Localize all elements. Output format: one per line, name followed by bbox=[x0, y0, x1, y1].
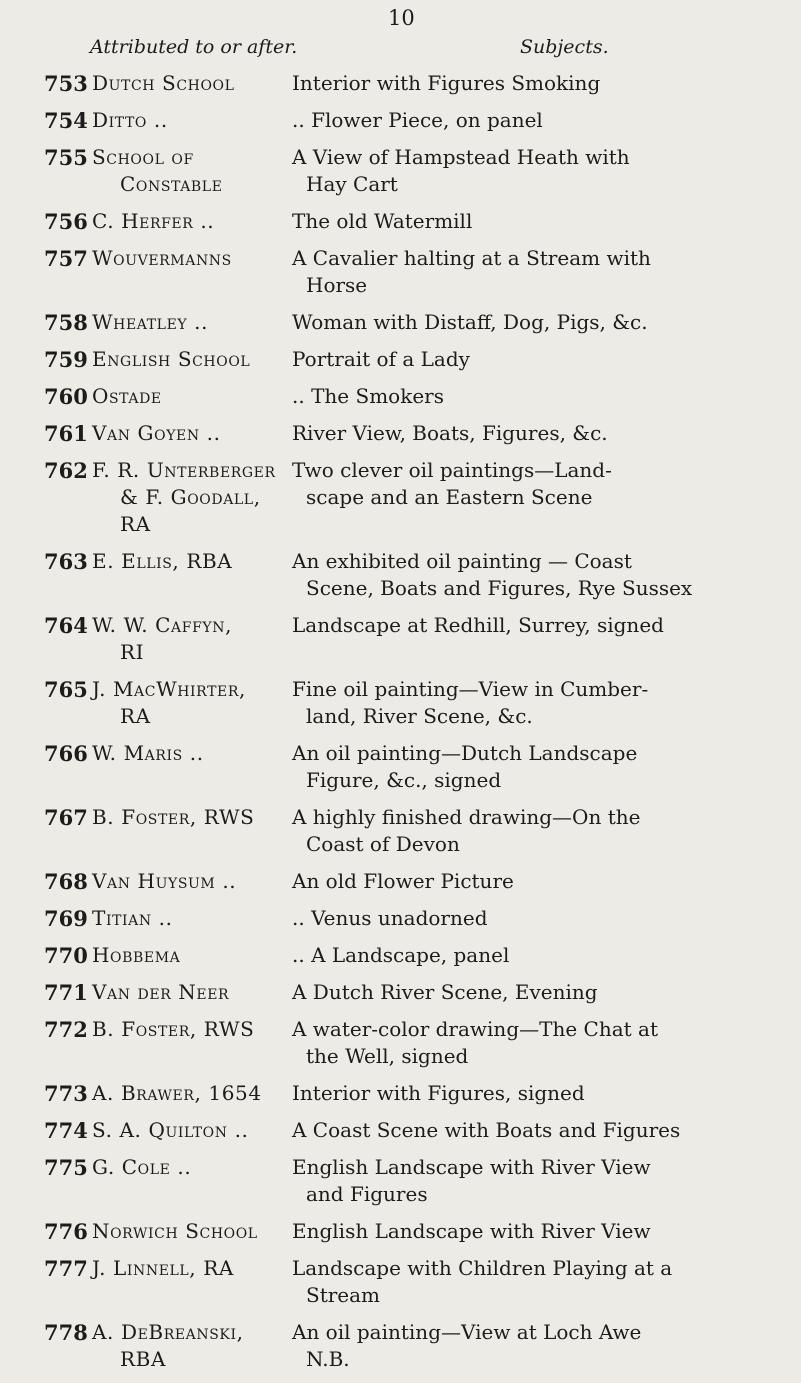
subject-text: Two clever oil paintings—Land- bbox=[292, 458, 612, 482]
subject-text-continued: Coast of Devon bbox=[306, 832, 460, 856]
lot-number: 758 bbox=[44, 310, 88, 335]
subject-description bbox=[292, 942, 789, 969]
subject-description bbox=[292, 612, 789, 639]
subject-description bbox=[292, 383, 789, 410]
subject-text: Interior with Figures Smoking bbox=[292, 71, 601, 95]
artist-attribution bbox=[92, 1319, 282, 1373]
lot-number: 774 bbox=[44, 1118, 88, 1143]
lot-entry bbox=[0, 309, 801, 336]
subject-description bbox=[292, 346, 789, 373]
subject-description bbox=[292, 144, 789, 198]
lot-number: 760 bbox=[44, 384, 88, 409]
lot-number: 778 bbox=[44, 1320, 88, 1345]
subject-text-continued: land, River Scene, &c. bbox=[306, 704, 533, 728]
subject-text: Landscape with Children Playing at a bbox=[292, 1256, 673, 1280]
subject-text-continued: Horse bbox=[306, 273, 368, 297]
artist-name: E. Ellis, RBA bbox=[92, 549, 233, 573]
lot-number: 775 bbox=[44, 1155, 88, 1180]
subject-description bbox=[292, 740, 789, 794]
artist-attribution bbox=[92, 1218, 282, 1245]
lot-entry bbox=[0, 905, 801, 932]
lot-number: 764 bbox=[44, 613, 88, 638]
artist-name: Titian .. bbox=[92, 906, 173, 930]
subject-text: An oil painting—Dutch Landscape bbox=[292, 741, 638, 765]
artist-name-continued: RA bbox=[120, 704, 151, 728]
lot-entry bbox=[0, 1016, 801, 1070]
artist-name: Ditto .. bbox=[92, 108, 168, 132]
subject-text: A water-color drawing—The Chat at bbox=[292, 1017, 658, 1041]
artist-name: S. A. Quilton .. bbox=[92, 1118, 249, 1142]
lot-number: 767 bbox=[44, 805, 88, 830]
artist-name: English School bbox=[92, 347, 251, 371]
lot-entry bbox=[0, 548, 801, 602]
subject-text-continued: the Well, signed bbox=[306, 1044, 469, 1068]
subject-description bbox=[292, 457, 789, 511]
subject-description bbox=[292, 1117, 789, 1144]
lot-entry bbox=[0, 740, 801, 794]
subject-text: English Landscape with River View bbox=[292, 1155, 651, 1179]
subject-description bbox=[292, 1016, 789, 1070]
subject-text: An exhibited oil painting — Coast bbox=[292, 549, 632, 573]
artist-name: School of bbox=[92, 145, 194, 169]
lot-entry bbox=[0, 1319, 801, 1373]
subject-description bbox=[292, 868, 789, 895]
subject-text: .. Venus unadorned bbox=[292, 906, 488, 930]
lot-number: 769 bbox=[44, 906, 88, 931]
lot-number: 755 bbox=[44, 145, 88, 170]
subject-description bbox=[292, 420, 789, 447]
lot-entry bbox=[0, 612, 801, 666]
subject-description bbox=[292, 1218, 789, 1245]
artist-attribution bbox=[92, 1255, 282, 1282]
artist-attribution bbox=[92, 740, 282, 767]
lot-number: 768 bbox=[44, 869, 88, 894]
subject-text: Portrait of a Lady bbox=[292, 347, 470, 371]
subject-text: Landscape at Redhill, Surrey, signed bbox=[292, 613, 664, 637]
subject-description bbox=[292, 1255, 789, 1309]
artist-attribution bbox=[92, 804, 282, 831]
lot-number: 777 bbox=[44, 1256, 88, 1281]
lot-number: 757 bbox=[44, 246, 88, 271]
lot-entry bbox=[0, 1117, 801, 1144]
artist-attribution bbox=[92, 420, 282, 447]
artist-attribution bbox=[92, 70, 282, 97]
subject-text: Interior with Figures, signed bbox=[292, 1081, 585, 1105]
subject-text: The old Watermill bbox=[292, 209, 473, 233]
lot-list bbox=[0, 70, 801, 1383]
artist-name: A. DeBreanski, bbox=[92, 1320, 244, 1344]
subject-text: .. A Landscape, panel bbox=[292, 943, 510, 967]
subject-text-continued: N.B. bbox=[306, 1347, 350, 1371]
artist-name-continued: Constable bbox=[120, 172, 223, 196]
attributed-column-header: Attributed to or after. bbox=[90, 36, 298, 58]
lot-number: 765 bbox=[44, 677, 88, 702]
artist-attribution bbox=[92, 383, 282, 410]
artist-name: Van der Neer bbox=[92, 980, 230, 1004]
lot-entry bbox=[0, 208, 801, 235]
artist-name: Ostade bbox=[92, 384, 162, 408]
artist-name: W. W. Caffyn, bbox=[92, 613, 233, 637]
subject-text: Woman with Distaff, Dog, Pigs, &c. bbox=[292, 310, 648, 334]
artist-name: B. Foster, RWS bbox=[92, 805, 255, 829]
artist-attribution bbox=[92, 457, 282, 538]
artist-name: W. Maris .. bbox=[92, 741, 204, 765]
subject-text-continued: Figure, &c., signed bbox=[306, 768, 502, 792]
subject-description bbox=[292, 1080, 789, 1107]
lot-number: 770 bbox=[44, 943, 88, 968]
lot-entry bbox=[0, 1218, 801, 1245]
lot-number: 773 bbox=[44, 1081, 88, 1106]
subject-text-continued: and Figures bbox=[306, 1182, 428, 1206]
subject-description bbox=[292, 979, 789, 1006]
subject-text: Fine oil painting—View in Cumber- bbox=[292, 677, 649, 701]
artist-name: A. Brawer, 1654 bbox=[92, 1081, 262, 1105]
subject-text: River View, Boats, Figures, &c. bbox=[292, 421, 608, 445]
lot-entry bbox=[0, 383, 801, 410]
artist-attribution bbox=[92, 676, 282, 730]
lot-entry bbox=[0, 245, 801, 299]
artist-name: Norwich School bbox=[92, 1219, 258, 1243]
lot-entry bbox=[0, 676, 801, 730]
artist-attribution bbox=[92, 1016, 282, 1043]
artist-name: F. R. Unterberger bbox=[92, 458, 276, 482]
lot-entry bbox=[0, 107, 801, 134]
lot-number: 762 bbox=[44, 458, 88, 483]
artist-name-continued: RBA bbox=[120, 1347, 166, 1371]
lot-entry bbox=[0, 144, 801, 198]
subject-text: A Coast Scene with Boats and Figures bbox=[292, 1118, 681, 1142]
subject-text: A highly finished drawing—On the bbox=[292, 805, 641, 829]
lot-entry bbox=[0, 1154, 801, 1208]
subject-text: A View of Hampstead Heath with bbox=[292, 145, 630, 169]
artist-name: J. Linnell, RA bbox=[92, 1256, 234, 1280]
subject-text: An oil painting—View at Loch Awe bbox=[292, 1320, 642, 1344]
artist-attribution bbox=[92, 346, 282, 373]
artist-name: Wheatley .. bbox=[92, 310, 209, 334]
subject-description bbox=[292, 548, 789, 602]
artist-name: J. MacWhirter, bbox=[92, 677, 246, 701]
lot-number: 766 bbox=[44, 741, 88, 766]
subject-description bbox=[292, 309, 789, 336]
subjects-column-header: Subjects. bbox=[520, 36, 609, 58]
artist-attribution bbox=[92, 208, 282, 235]
subject-description bbox=[292, 208, 789, 235]
artist-name: Van Huysum .. bbox=[92, 869, 237, 893]
subject-description bbox=[292, 245, 789, 299]
lot-entry bbox=[0, 804, 801, 858]
subject-description bbox=[292, 70, 789, 97]
artist-attribution bbox=[92, 979, 282, 1006]
artist-name: Hobbema bbox=[92, 943, 181, 967]
subject-text: .. The Smokers bbox=[292, 384, 444, 408]
artist-name-continued: & F. Goodall, RA bbox=[120, 485, 261, 536]
lot-entry bbox=[0, 942, 801, 969]
artist-attribution bbox=[92, 309, 282, 336]
artist-attribution bbox=[92, 868, 282, 895]
artist-name: G. Cole .. bbox=[92, 1155, 192, 1179]
subject-description bbox=[292, 676, 789, 730]
artist-name: Van Goyen .. bbox=[92, 421, 221, 445]
lot-entry bbox=[0, 457, 801, 538]
lot-number: 759 bbox=[44, 347, 88, 372]
subject-description bbox=[292, 905, 789, 932]
subject-description bbox=[292, 804, 789, 858]
lot-entry bbox=[0, 420, 801, 447]
lot-entry bbox=[0, 346, 801, 373]
subject-text: A Dutch River Scene, Evening bbox=[292, 980, 598, 1004]
artist-attribution bbox=[92, 548, 282, 575]
artist-name: Dutch School bbox=[92, 71, 235, 95]
subject-text-continued: Stream bbox=[306, 1283, 381, 1307]
artist-attribution bbox=[92, 1080, 282, 1107]
artist-name: Wouvermanns bbox=[92, 246, 232, 270]
subject-description bbox=[292, 1154, 789, 1208]
lot-number: 753 bbox=[44, 71, 88, 96]
subject-text: .. Flower Piece, on panel bbox=[292, 108, 543, 132]
subject-text: An old Flower Picture bbox=[292, 869, 514, 893]
lot-number: 756 bbox=[44, 209, 88, 234]
lot-entry bbox=[0, 868, 801, 895]
artist-name: B. Foster, RWS bbox=[92, 1017, 255, 1041]
lot-number: 772 bbox=[44, 1017, 88, 1042]
subject-text: A Cavalier halting at a Stream with bbox=[292, 246, 651, 270]
artist-attribution bbox=[92, 1154, 282, 1181]
lot-entry bbox=[0, 1080, 801, 1107]
artist-attribution bbox=[92, 905, 282, 932]
artist-attribution bbox=[92, 245, 282, 272]
artist-name: C. Herfer .. bbox=[92, 209, 215, 233]
subject-text-continued: scape and an Eastern Scene bbox=[306, 485, 593, 509]
lot-number: 776 bbox=[44, 1219, 88, 1244]
subject-text-continued: Scene, Boats and Figures, Rye Sussex bbox=[306, 576, 693, 600]
lot-number: 763 bbox=[44, 549, 88, 574]
page-number: 10 bbox=[388, 6, 415, 30]
subject-text-continued: Hay Cart bbox=[306, 172, 398, 196]
lot-number: 761 bbox=[44, 421, 88, 446]
subject-text: English Landscape with River View bbox=[292, 1219, 651, 1243]
artist-attribution bbox=[92, 144, 282, 198]
artist-attribution bbox=[92, 942, 282, 969]
lot-entry bbox=[0, 979, 801, 1006]
lot-number: 754 bbox=[44, 108, 88, 133]
artist-attribution bbox=[92, 107, 282, 134]
subject-description bbox=[292, 1319, 789, 1373]
lot-number: 771 bbox=[44, 980, 88, 1005]
artist-attribution bbox=[92, 1117, 282, 1144]
lot-entry bbox=[0, 1255, 801, 1309]
subject-description bbox=[292, 107, 789, 134]
artist-name-continued: RI bbox=[120, 640, 145, 664]
artist-attribution bbox=[92, 612, 282, 666]
lot-entry bbox=[0, 70, 801, 97]
